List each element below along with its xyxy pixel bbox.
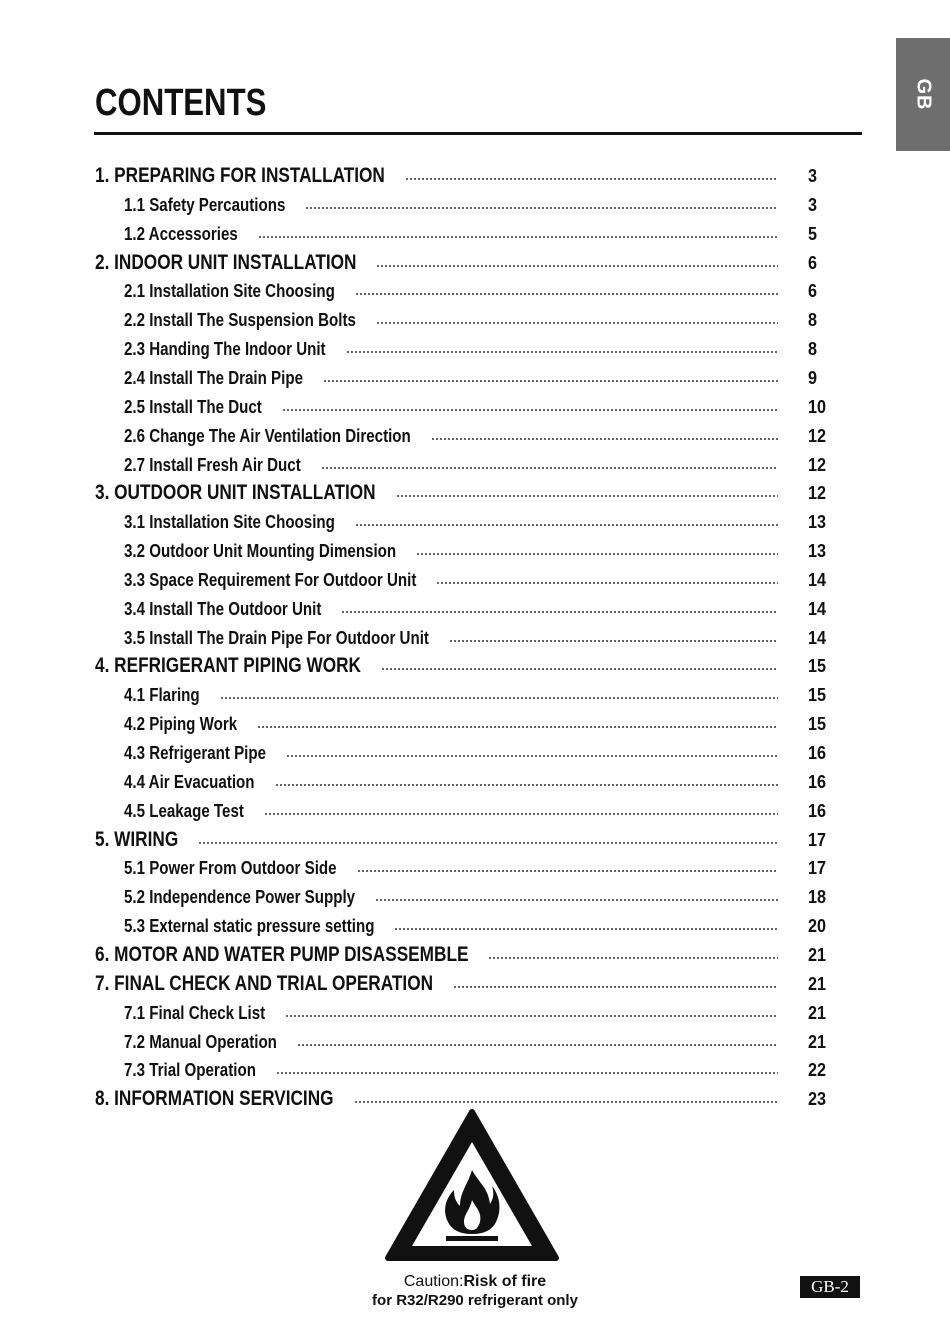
toc-entry-page: 16 (808, 771, 827, 792)
toc-leader-dots (297, 1044, 778, 1046)
toc-leader-dots (285, 1015, 778, 1017)
toc-entry-page: 8 (808, 309, 818, 330)
toc-entry-label: 7.3 Trial Operation (124, 1059, 256, 1080)
toc-entry-page: 13 (808, 511, 827, 532)
toc-entry (124, 278, 860, 304)
toc-leader-dots (282, 409, 778, 411)
toc-leader-dots (198, 842, 778, 844)
toc-entry (124, 509, 860, 535)
toc-leader-dots (264, 813, 778, 815)
toc-entry-page: 17 (808, 857, 827, 878)
toc-entry-label: 3. OUTDOOR UNIT INSTALLATION (95, 481, 376, 504)
toc-entry-label: 1. PREPARING FOR INSTALLATION (95, 164, 385, 187)
flammable-warning-icon (384, 1108, 560, 1262)
toc-leader-dots (355, 524, 778, 526)
toc-entry (95, 163, 860, 189)
toc-entry-page: 21 (808, 1002, 827, 1023)
toc-entry-page: 15 (808, 655, 827, 676)
toc-entry-page: 6 (808, 280, 818, 301)
toc-entry-label: 7. FINAL CHECK AND TRIAL OPERATION (95, 972, 434, 995)
toc-leader-dots (396, 495, 778, 497)
toc-leader-dots (321, 467, 778, 469)
toc-leader-dots (416, 553, 778, 555)
toc-leader-dots (286, 755, 778, 757)
toc-entry (124, 1029, 860, 1055)
toc-entry-label: 7.2 Manual Operation (124, 1031, 277, 1052)
toc-leader-dots (355, 293, 778, 295)
toc-leader-dots (488, 957, 778, 959)
toc-entry-page: 9 (808, 367, 818, 388)
toc-entry-page: 3 (808, 194, 818, 215)
toc-entry-label: 3.4 Install The Outdoor Unit (124, 598, 322, 619)
toc-entry (124, 567, 860, 593)
toc-entry-label: 4. REFRIGERANT PIPING WORK (95, 654, 361, 677)
toc-entry-page: 3 (808, 165, 818, 186)
toc-entry-label: 4.1 Flaring (124, 684, 200, 705)
toc-entry (124, 307, 860, 333)
toc-entry (124, 1057, 860, 1083)
toc-entry-label: 1.1 Safety Percautions (124, 194, 286, 215)
toc-entry-label: 4.5 Leakage Test (124, 800, 244, 821)
toc-entry-page: 22 (808, 1059, 827, 1080)
toc-entry-label: 4.3 Refrigerant Pipe (124, 742, 267, 763)
toc-leader-dots (346, 351, 778, 353)
toc-entry-label: 2.3 Handing The Indoor Unit (124, 338, 326, 359)
caution-line2: for R32/R290 refrigerant only (372, 1292, 578, 1309)
toc-leader-dots (381, 668, 778, 670)
toc-entry-page: 10 (808, 396, 827, 417)
toc-entry-label: 2.4 Install The Drain Pipe (124, 367, 303, 388)
toc-leader-dots (431, 438, 778, 440)
toc-entry-page: 21 (808, 973, 827, 994)
toc-leader-dots (357, 870, 778, 872)
toc-leader-dots (449, 640, 778, 642)
toc-entry-label: 3.3 Space Requirement For Outdoor Unit (124, 569, 417, 590)
toc-entry-label: 2.7 Install Fresh Air Duct (124, 454, 301, 475)
toc-entry (124, 365, 860, 391)
toc-entry-page: 16 (808, 742, 827, 763)
toc-entry-page: 12 (808, 425, 827, 446)
toc-entry-label: 4.2 Piping Work (124, 713, 238, 734)
toc-entry-page: 17 (808, 829, 827, 850)
toc-entry-label: 1.2 Accessories (124, 223, 238, 244)
toc-entry-page: 5 (808, 223, 818, 244)
toc-entry-page: 21 (808, 944, 827, 965)
toc-entry-label: 4.4 Air Evacuation (124, 771, 255, 792)
toc-entry-label: 2.6 Change The Air Ventilation Direction (124, 425, 411, 446)
toc-entry-label: 2. INDOOR UNIT INSTALLATION (95, 251, 357, 274)
toc-leader-dots (341, 611, 778, 613)
toc-entry (124, 913, 860, 939)
toc-entry-page: 15 (808, 684, 827, 705)
toc-leader-dots (257, 726, 778, 728)
toc-leader-dots (376, 322, 778, 324)
toc-leader-dots (258, 236, 778, 238)
toc-entry (124, 1000, 860, 1026)
toc-leader-dots (305, 207, 778, 209)
toc-entry-page: 8 (808, 338, 818, 359)
toc-entry-label: 5.1 Power From Outdoor Side (124, 857, 337, 878)
language-tab-label: GB (912, 78, 935, 111)
toc-entry-page: 18 (808, 886, 827, 907)
toc-entry-page: 12 (808, 482, 827, 503)
toc-entry-page: 14 (808, 569, 827, 590)
toc-leader-dots (276, 1072, 778, 1074)
toc-entry (124, 711, 860, 737)
toc-entry-page: 6 (808, 252, 818, 273)
toc-entry (124, 798, 860, 824)
toc-entry (95, 827, 860, 853)
toc-entry (95, 942, 860, 968)
toc-entry-label: 3.2 Outdoor Unit Mounting Dimension (124, 540, 397, 561)
toc-leader-dots (375, 899, 778, 901)
toc-entry-page: 23 (808, 1088, 827, 1109)
toc-entry (124, 596, 860, 622)
toc-entry-label: 5. WIRING (95, 828, 179, 851)
toc-entry (124, 769, 860, 795)
toc-entry (124, 394, 860, 420)
caution-prefix: Caution: (403, 1273, 464, 1290)
toc-entry-page: 15 (808, 713, 827, 734)
toc-entry (124, 682, 860, 708)
toc-leader-dots (436, 582, 778, 584)
toc-entry (95, 653, 860, 679)
toc-leader-dots (405, 178, 778, 180)
toc-leader-dots (323, 380, 778, 382)
toc-entry-label: 3.5 Install The Drain Pipe For Outdoor Unit (124, 627, 429, 648)
toc-entry (95, 971, 860, 997)
toc-entry-label: 8. INFORMATION SERVICING (95, 1087, 334, 1110)
page-number: GB-2 (800, 1276, 860, 1298)
toc-entry-label: 7.1 Final Check List (124, 1002, 266, 1023)
toc-entry-page: 13 (808, 540, 827, 561)
toc-leader-dots (220, 697, 778, 699)
toc-entry-label: 2.2 Install The Suspension Bolts (124, 309, 356, 330)
toc-entry-label: 3.1 Installation Site Choosing (124, 511, 335, 532)
toc-entry-page: 20 (808, 915, 827, 936)
toc-entry (95, 480, 860, 506)
toc-leader-dots (376, 265, 778, 267)
toc-entry (124, 625, 860, 651)
toc-entry-label: 5.3 External static pressure setting (124, 915, 375, 936)
toc-entry-page: 12 (808, 454, 827, 475)
toc-entry-page: 14 (808, 627, 827, 648)
toc-leader-dots (453, 986, 778, 988)
toc-entry-page: 16 (808, 800, 827, 821)
toc-entry (124, 740, 860, 766)
page-title: CONTENTS (95, 82, 267, 124)
toc-entry-page: 14 (808, 598, 827, 619)
toc-entry (124, 538, 860, 564)
toc-entry (124, 855, 860, 881)
toc-entry-page: 21 (808, 1031, 827, 1052)
toc-entry (124, 423, 860, 449)
toc-entry (95, 250, 860, 276)
toc-entry (124, 192, 860, 218)
toc-entry (124, 221, 860, 247)
toc-entry (124, 884, 860, 910)
toc-entry (124, 452, 860, 478)
toc-entry-label: 2.1 Installation Site Choosing (124, 280, 335, 301)
toc-leader-dots (394, 928, 778, 930)
toc-leader-dots (275, 784, 778, 786)
toc-entry-label: 2.5 Install The Duct (124, 396, 262, 417)
toc-entry-label: 5.2 Independence Power Supply (124, 886, 356, 907)
caution-caption (300, 1272, 650, 1310)
toc-entry-label: 6. MOTOR AND WATER PUMP DISASSEMBLE (95, 943, 469, 966)
toc-leader-dots (354, 1101, 778, 1103)
caution-emphasis: Risk of fire (463, 1273, 547, 1290)
toc-entry (124, 336, 860, 362)
